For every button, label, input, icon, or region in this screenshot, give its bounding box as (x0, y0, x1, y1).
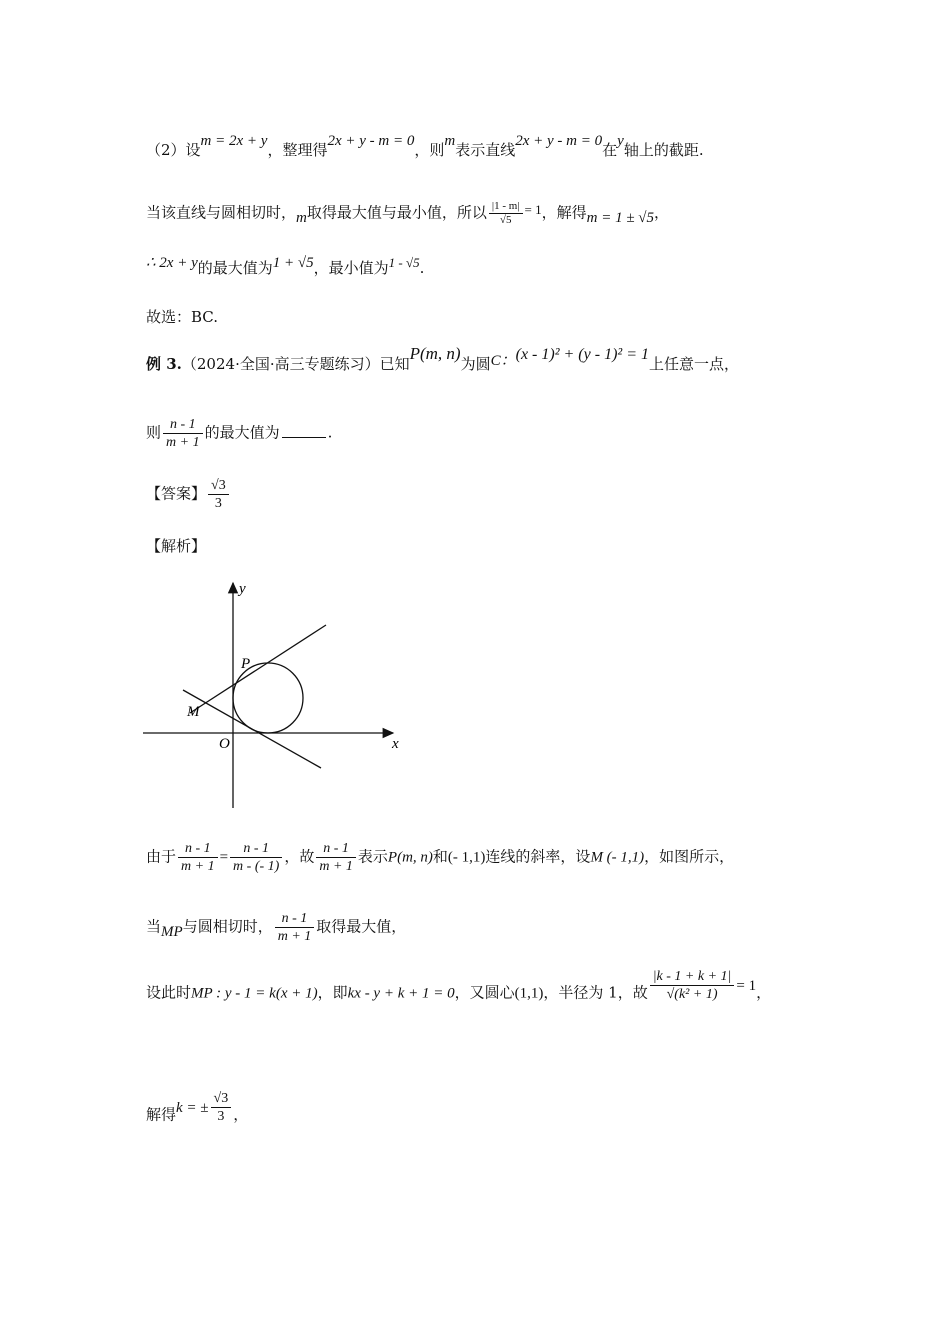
fraction (211, 1090, 232, 1125)
result-line (146, 255, 425, 279)
math-line-eq2: 2x + y - m = 0 (515, 133, 603, 149)
solution-line-1 (146, 840, 734, 875)
math-mp-eq: MP : y - 1 = k(x + 1) (191, 985, 318, 1002)
fraction-numerator: n - 1 (230, 840, 282, 858)
answer-blank (282, 425, 326, 438)
math-circle-name: C： (490, 353, 516, 369)
text: 由于 (146, 847, 177, 866)
math-m-eq: m = 2x + y (200, 133, 268, 149)
fraction (163, 416, 203, 451)
math-y: y (617, 133, 624, 149)
math-eq: = 1 (736, 977, 757, 994)
text: 则 (146, 423, 162, 442)
math-point2: (- 1,1) (447, 849, 486, 866)
math-circle-eq: (x - 1)² + (y - 1)² = 1 (515, 346, 649, 363)
text: . (327, 423, 333, 442)
fraction (316, 840, 356, 875)
solution-line-3 (146, 969, 772, 1011)
fraction-denominator: 3 (214, 496, 222, 511)
text: 轴上的截距. (623, 141, 704, 159)
fraction-denominator: 3 (217, 1109, 225, 1124)
label-m: M (187, 704, 200, 720)
fraction-numerator: √3 (211, 1090, 232, 1108)
text: = (219, 849, 229, 866)
answer-label: 【答案】 (146, 484, 207, 503)
text: 和 (432, 847, 448, 866)
text: ，解得 (541, 203, 587, 222)
math-k: k = ± (176, 1099, 209, 1116)
text: ，故 (284, 847, 315, 866)
text: 表示直线 (455, 141, 516, 159)
fraction-numerator: n - 1 (163, 416, 203, 434)
text: ，半径为 1，故 (543, 983, 648, 1002)
fraction-numerator: √3 (208, 477, 229, 495)
text: ， (756, 983, 772, 1002)
text: 连线的斜率，设 (485, 847, 591, 866)
text: . (419, 259, 425, 277)
text: 的最大值为 (204, 423, 280, 442)
fraction-denominator: m + 1 (181, 859, 215, 874)
math-point: P(m, n) (409, 344, 461, 363)
text: 与圆相切时， (182, 917, 273, 936)
text: 解得 (146, 1105, 177, 1124)
math-therefore: ∴ 2x + y (146, 255, 198, 271)
text: 设此时 (146, 983, 192, 1002)
answer-fraction (208, 477, 229, 512)
text: 为圆 (460, 355, 491, 373)
text: ，则 (414, 141, 445, 159)
circle-c (233, 663, 303, 733)
fraction (489, 200, 523, 227)
fraction-denominator: √(k² + 1) (666, 987, 718, 1002)
text: ，即 (317, 983, 348, 1002)
math-solution: m = 1 ± √5 (586, 209, 655, 226)
text: 表示 (357, 847, 388, 866)
fraction-numerator: n - 1 (316, 840, 356, 858)
example-label: 例 3. (146, 355, 182, 373)
solution-line-2 (146, 910, 406, 945)
fraction (178, 840, 218, 875)
text: 上任意一点， (648, 355, 739, 373)
fraction (650, 968, 735, 1003)
label-x: x (392, 736, 399, 752)
text: ，如图所示， (644, 847, 735, 866)
geometry-figure (140, 575, 410, 815)
math-max: 1 + √5 (272, 255, 314, 271)
fraction-denominator: m + 1 (277, 929, 312, 944)
fraction-numerator: n - 1 (275, 910, 315, 928)
math-line-eq: 2x + y - m = 0 (327, 133, 415, 149)
text: 在 (602, 141, 618, 159)
fraction-numerator: |k - 1 + k + 1| (650, 968, 735, 986)
analysis-line (146, 536, 206, 556)
example-question-line (146, 416, 332, 451)
tangent-line-upper (190, 625, 326, 713)
choice-line (146, 307, 218, 327)
text: 当 (146, 917, 162, 936)
fraction-denominator: m + 1 (319, 859, 353, 874)
math-eq: = 1 (524, 201, 542, 217)
label-o: O (219, 736, 230, 752)
part2-label: （2）设 (146, 141, 201, 159)
fraction-denominator: m - (- 1) (233, 859, 280, 874)
fraction (230, 840, 282, 875)
math-line-eq: kx - y + k + 1 = 0 (347, 985, 455, 1002)
fraction-numerator: |1 - m| (489, 200, 523, 214)
label-p: P (241, 656, 251, 672)
text: ，最小值为 (313, 259, 389, 277)
text: ， (654, 203, 670, 222)
math-center: (1,1) (514, 985, 544, 1002)
fraction-numerator: n - 1 (178, 840, 218, 858)
text: 取得最大值与最小值，所以 (306, 203, 487, 222)
math-mp: MP (161, 923, 183, 940)
fraction-denominator: m + 1 (166, 435, 200, 450)
answer-line (146, 477, 231, 512)
fraction-denominator: √5 (499, 214, 512, 226)
text: 当该直线与圆相切时， (146, 203, 297, 222)
text: ，又圆心 (454, 983, 515, 1002)
text: （2024·全国·高三专题练习）已知 (181, 355, 410, 373)
text: 的最大值为 (197, 259, 273, 277)
tangent-line-lower (183, 690, 321, 768)
tangent-line (146, 200, 669, 227)
solution-line-4 (146, 1091, 249, 1133)
text: 取得最大值， (316, 917, 407, 936)
part2-line (146, 133, 704, 161)
text: ，整理得 (267, 141, 328, 159)
fraction (275, 910, 315, 945)
analysis-label: 【解析】 (146, 537, 207, 555)
text: ， (233, 1105, 249, 1124)
math-m: m (444, 133, 456, 149)
math-min: 1 - √5 (388, 255, 420, 270)
math-point-m: M (- 1,1) (590, 849, 645, 866)
example-line (146, 344, 739, 375)
math-point: P(m, n) (387, 849, 433, 866)
math-m: m (296, 209, 307, 226)
label-y: y (239, 581, 246, 597)
choice-text: 故选：BC. (146, 308, 219, 326)
